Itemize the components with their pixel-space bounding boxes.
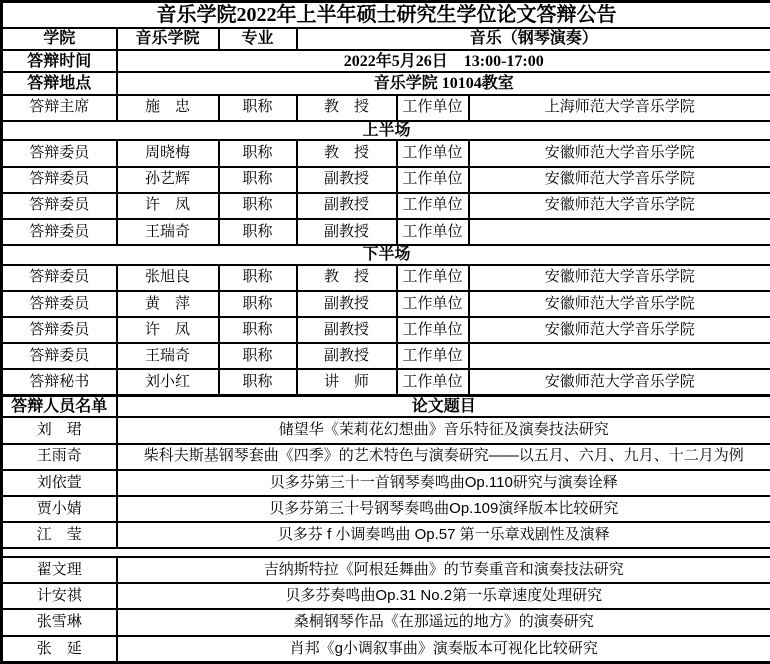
committee-row <box>2 219 770 245</box>
thesis-title: 肖邦《g小调叙事曲》演奏版本可视化比较研究 <box>117 636 770 663</box>
member-rank: 副教授 <box>297 193 397 219</box>
member-rank: 教 授 <box>297 265 397 291</box>
location-value: 音乐学院 10104教室 <box>117 72 770 94</box>
student-name: 张 延 <box>2 636 117 663</box>
member-role: 答辩委员 <box>2 265 117 291</box>
students-name-header: 答辩人员名单 <box>2 396 117 418</box>
college-major-row <box>2 28 770 50</box>
major-value: 音乐（钢琴演奏） <box>297 28 770 50</box>
member-rank: 副教授 <box>297 343 397 369</box>
member-name: 孙艺辉 <box>117 167 219 193</box>
member-org: 安徽师范大学音乐学院 <box>469 167 770 193</box>
student-row <box>2 470 770 496</box>
chair-role: 答辩主席 <box>2 95 117 121</box>
member-rank-label: 职称 <box>219 369 297 396</box>
member-role: 答辩委员 <box>2 140 117 166</box>
student-name: 计安祺 <box>2 583 117 609</box>
committee-row <box>2 140 770 166</box>
member-role: 答辩秘书 <box>2 369 117 396</box>
chair-rank: 教 授 <box>297 95 397 121</box>
time-value: 2022年5月26日 13:00-17:00 <box>117 50 770 72</box>
member-role: 答辩委员 <box>2 343 117 369</box>
member-rank-label: 职称 <box>219 193 297 219</box>
student-name: 翟文理 <box>2 557 117 583</box>
member-org-label: 工作单位 <box>397 317 469 343</box>
member-org <box>469 343 770 369</box>
major-label: 专业 <box>219 28 297 50</box>
member-role: 答辩委员 <box>2 167 117 193</box>
member-role: 答辩委员 <box>2 219 117 245</box>
defense-time-row <box>2 50 770 72</box>
member-name: 刘小红 <box>117 369 219 396</box>
member-org-label: 工作单位 <box>397 343 469 369</box>
member-org: 安徽师范大学音乐学院 <box>469 140 770 166</box>
committee-row <box>2 291 770 317</box>
student-row <box>2 444 770 470</box>
student-row <box>2 636 770 663</box>
member-org: 安徽师范大学音乐学院 <box>469 369 770 396</box>
member-org: 安徽师范大学音乐学院 <box>469 291 770 317</box>
member-rank-label: 职称 <box>219 343 297 369</box>
student-row <box>2 496 770 522</box>
chair-rank-label: 职称 <box>219 95 297 121</box>
page-title: 音乐学院2022年上半年硕士研究生学位论文答辩公告 <box>2 2 770 29</box>
committee-row <box>2 167 770 193</box>
chair-org: 上海师范大学音乐学院 <box>469 95 770 121</box>
student-row <box>2 583 770 609</box>
thesis-title: 贝多芬 f 小调奏鸣曲 Op.57 第一乐章戏剧性及演释 <box>117 522 770 548</box>
member-rank-label: 职称 <box>219 317 297 343</box>
student-row <box>2 557 770 583</box>
member-org: 安徽师范大学音乐学院 <box>469 193 770 219</box>
thesis-title-header: 论文题目 <box>117 396 770 418</box>
member-org-label: 工作单位 <box>397 291 469 317</box>
student-name: 张雪琳 <box>2 609 117 635</box>
member-name: 张旭良 <box>117 265 219 291</box>
member-org-label: 工作单位 <box>397 219 469 245</box>
student-name: 贾小婧 <box>2 496 117 522</box>
member-rank: 副教授 <box>297 219 397 245</box>
chair-row <box>2 95 770 121</box>
member-role: 答辩委员 <box>2 291 117 317</box>
students-header-row <box>2 396 770 418</box>
student-row <box>2 522 770 548</box>
spacer-cell <box>2 548 770 557</box>
member-org: 安徽师范大学音乐学院 <box>469 265 770 291</box>
member-rank-label: 职称 <box>219 265 297 291</box>
thesis-title: 储望华《茉莉花幻想曲》音乐特征及演奏技法研究 <box>117 417 770 443</box>
student-name: 刘依萱 <box>2 470 117 496</box>
committee-row <box>2 343 770 369</box>
student-row <box>2 417 770 443</box>
chair-org-label: 工作单位 <box>397 95 469 121</box>
thesis-title: 贝多芬奏鸣曲Op.31 No.2第一乐章速度处理研究 <box>117 583 770 609</box>
member-org-label: 工作单位 <box>397 265 469 291</box>
member-name: 王瑞奇 <box>117 219 219 245</box>
member-name: 许 凤 <box>117 193 219 219</box>
member-name: 许 凤 <box>117 317 219 343</box>
student-name: 刘 珺 <box>2 417 117 443</box>
member-org: 安徽师范大学音乐学院 <box>469 317 770 343</box>
college-label: 学院 <box>2 28 117 50</box>
secretary-row <box>2 369 770 396</box>
first-half-header: 上半场 <box>2 121 770 141</box>
member-name: 黄 萍 <box>117 291 219 317</box>
committee-row <box>2 265 770 291</box>
member-rank: 副教授 <box>297 167 397 193</box>
student-name: 王雨奇 <box>2 444 117 470</box>
thesis-title: 贝多芬第三十一首钢琴奏鸣曲Op.110研究与演奏诠释 <box>117 470 770 496</box>
member-role: 答辩委员 <box>2 193 117 219</box>
thesis-title: 吉纳斯特拉《阿根廷舞曲》的节奏重音和演奏技法研究 <box>117 557 770 583</box>
member-org-label: 工作单位 <box>397 167 469 193</box>
member-name: 周晓梅 <box>117 140 219 166</box>
member-org-label: 工作单位 <box>397 369 469 396</box>
member-rank: 教 授 <box>297 140 397 166</box>
time-label: 答辩时间 <box>2 50 117 72</box>
member-name: 王瑞奇 <box>117 343 219 369</box>
committee-row <box>2 317 770 343</box>
member-rank-label: 职称 <box>219 219 297 245</box>
member-org-label: 工作单位 <box>397 140 469 166</box>
chair-name: 施 忠 <box>117 95 219 121</box>
thesis-title: 柴科夫斯基钢琴套曲《四季》的艺术特色与演奏研究——以五月、六月、九月、十二月为例 <box>117 444 770 470</box>
defense-location-row <box>2 72 770 94</box>
second-half-header-row <box>2 245 770 265</box>
member-rank-label: 职称 <box>219 167 297 193</box>
title-row <box>2 2 770 29</box>
member-rank-label: 职称 <box>219 140 297 166</box>
member-rank: 讲 师 <box>297 369 397 396</box>
member-rank: 副教授 <box>297 317 397 343</box>
member-org <box>469 219 770 245</box>
second-half-header: 下半场 <box>2 245 770 265</box>
student-name: 江 莹 <box>2 522 117 548</box>
college-value: 音乐学院 <box>117 28 219 50</box>
spacer-row <box>2 548 770 557</box>
location-label: 答辩地点 <box>2 72 117 94</box>
member-role: 答辩委员 <box>2 317 117 343</box>
first-half-header-row <box>2 121 770 141</box>
member-org-label: 工作单位 <box>397 193 469 219</box>
member-rank: 副教授 <box>297 291 397 317</box>
member-rank-label: 职称 <box>219 291 297 317</box>
thesis-title: 贝多芬第三十号钢琴奏鸣曲Op.109演绎版本比较研究 <box>117 496 770 522</box>
committee-row <box>2 193 770 219</box>
student-row <box>2 609 770 635</box>
thesis-title: 桑桐钢琴作品《在那遥远的地方》的演奏研究 <box>117 609 770 635</box>
